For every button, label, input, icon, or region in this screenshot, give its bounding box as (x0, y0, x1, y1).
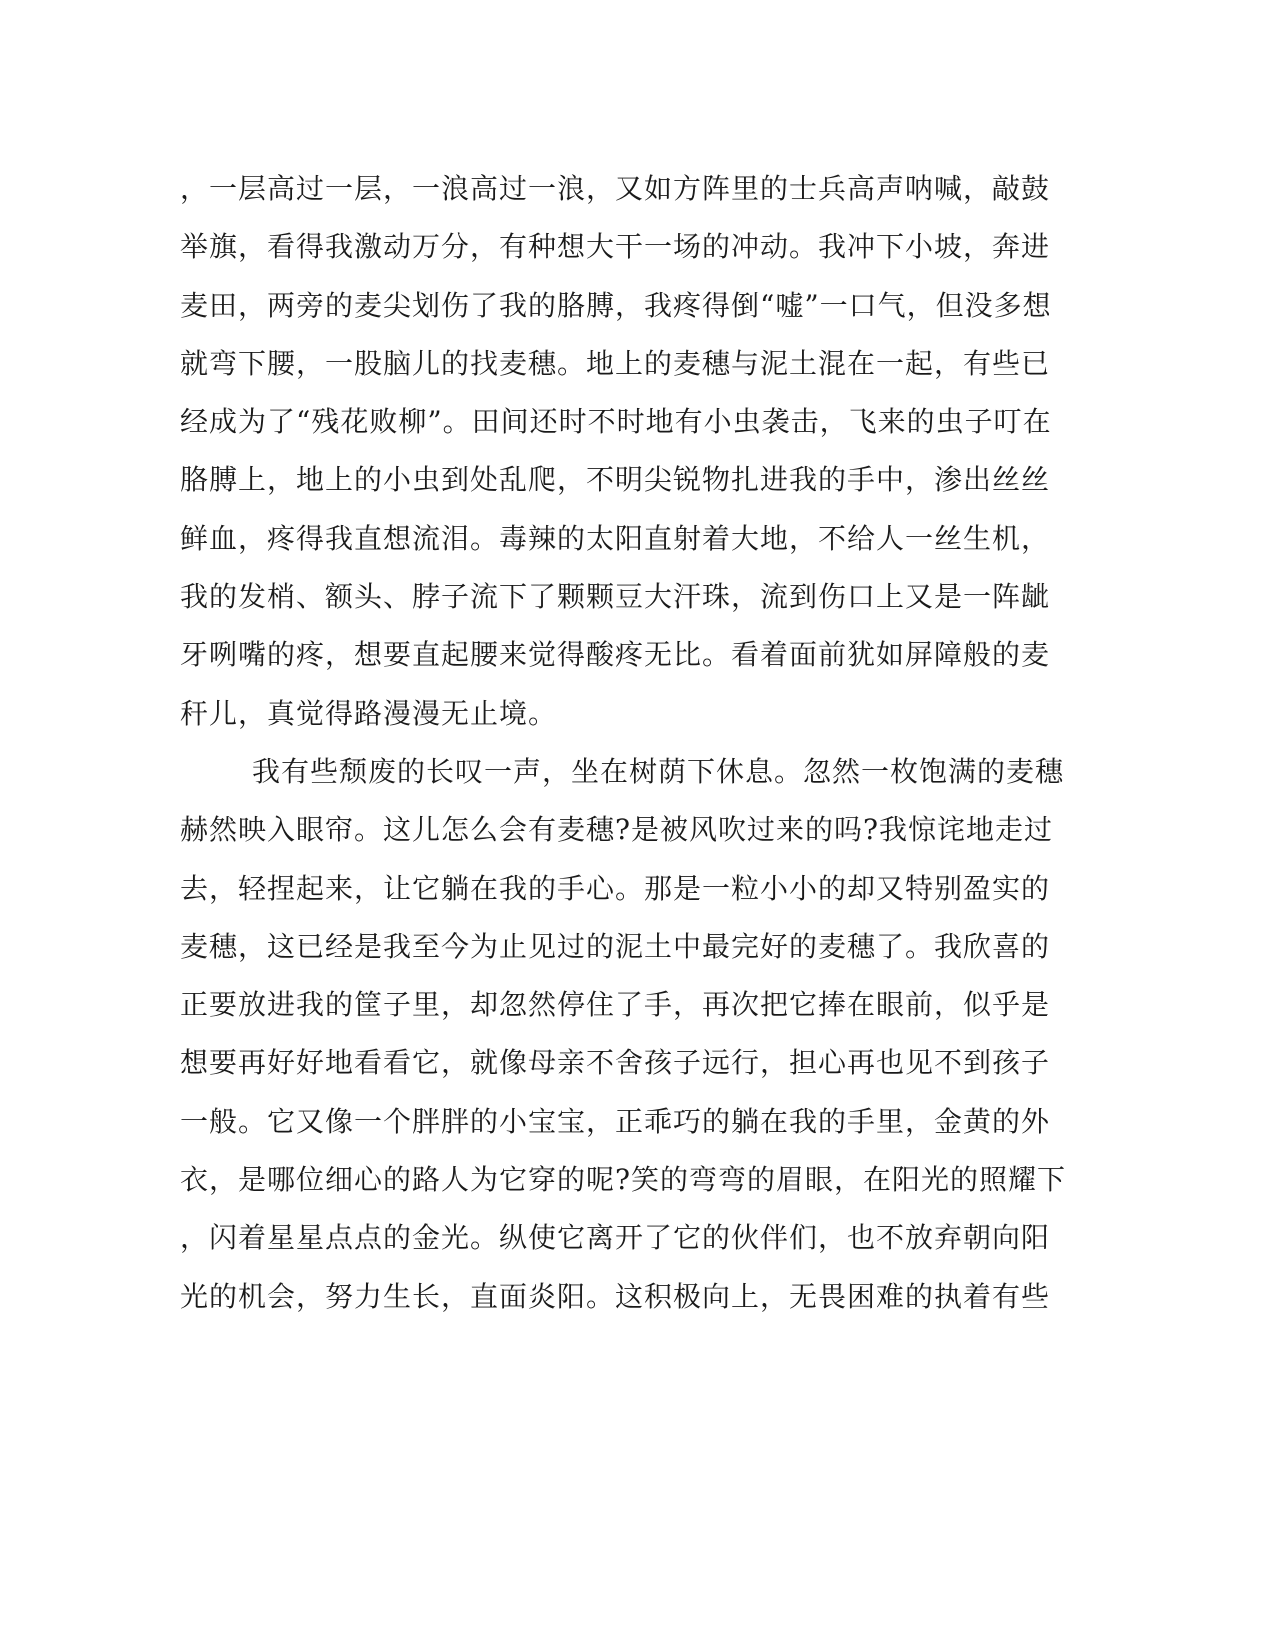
text-line: 我的发梢、额头、脖子流下了颗颗豆大汗珠，流到伤口上又是一阵龇 (180, 580, 1051, 614)
text-line: 经成为了“残花败柳”。田间还时不时地有小虫袭击，飞来的虫子叮在 (180, 405, 1052, 439)
text-line: 秆儿，真觉得路漫漫无止境。 (180, 696, 558, 730)
text-line: 想要再好好地看看它，就像母亲不舍孩子远行，担心再也见不到孩子 (180, 1046, 1051, 1080)
text-line: 正要放进我的筐子里，却忽然停住了手，再次把它捧在眼前，似乎是 (180, 988, 1051, 1022)
text-line: 赫然映入眼帘。这儿怎么会有麦穗?是被风吹过来的吗?我惊诧地走过 (180, 813, 1054, 847)
text-line: 麦田，两旁的麦尖划伤了我的胳膊，我疼得倒“嘘”一口气，但没多想 (180, 288, 1052, 322)
text-line: 胳膊上，地上的小虫到处乱爬，不明尖锐物扎进我的手中，渗出丝丝 (180, 463, 1051, 497)
text-line: 去，轻捏起来，让它躺在我的手心。那是一粒小小的却又特别盈实的 (180, 871, 1051, 905)
text-line: 牙咧嘴的疼，想要直起腰来觉得酸疼无比。看着面前犹如屏障般的麦 (180, 638, 1051, 672)
paragraph-start-line: 我有些颓废的长叹一声，坐在树荫下休息。忽然一枚饱满的麦穗 (252, 754, 1065, 788)
text-line: 鲜血，疼得我直想流泪。毒辣的太阳直射着大地，不给人一丝生机， (180, 521, 1051, 555)
text-line: 就弯下腰，一股脑儿的找麦穗。地上的麦穗与泥土混在一起，有些已 (180, 346, 1051, 380)
text-line: ，一层高过一层，一浪高过一浪，又如方阵里的士兵高声呐喊，敲鼓 (180, 172, 1051, 205)
text-line: 一般。它又像一个胖胖的小宝宝，正乖巧的躺在我的手里，金黄的外 (180, 1104, 1051, 1138)
text-line: 衣，是哪位细心的路人为它穿的呢?笑的弯弯的眉眼，在阳光的照耀下 (180, 1163, 1067, 1197)
text-line: 麦穗，这已经是我至今为止见过的泥土中最完好的麦穗了。我欣喜的 (180, 929, 1051, 963)
text-line: 举旗，看得我激动万分，有种想大干一场的冲动。我冲下小坡，奔进 (180, 230, 1051, 264)
text-line: ，闪着星星点点的金光。纵使它离开了它的伙伴们，也不放弃朝向阳 (180, 1221, 1051, 1255)
text-line: 光的机会，努力生长，直面炎阳。这积极向上，无畏困难的执着有些 (180, 1279, 1051, 1313)
body-text (180, 160, 1067, 1326)
